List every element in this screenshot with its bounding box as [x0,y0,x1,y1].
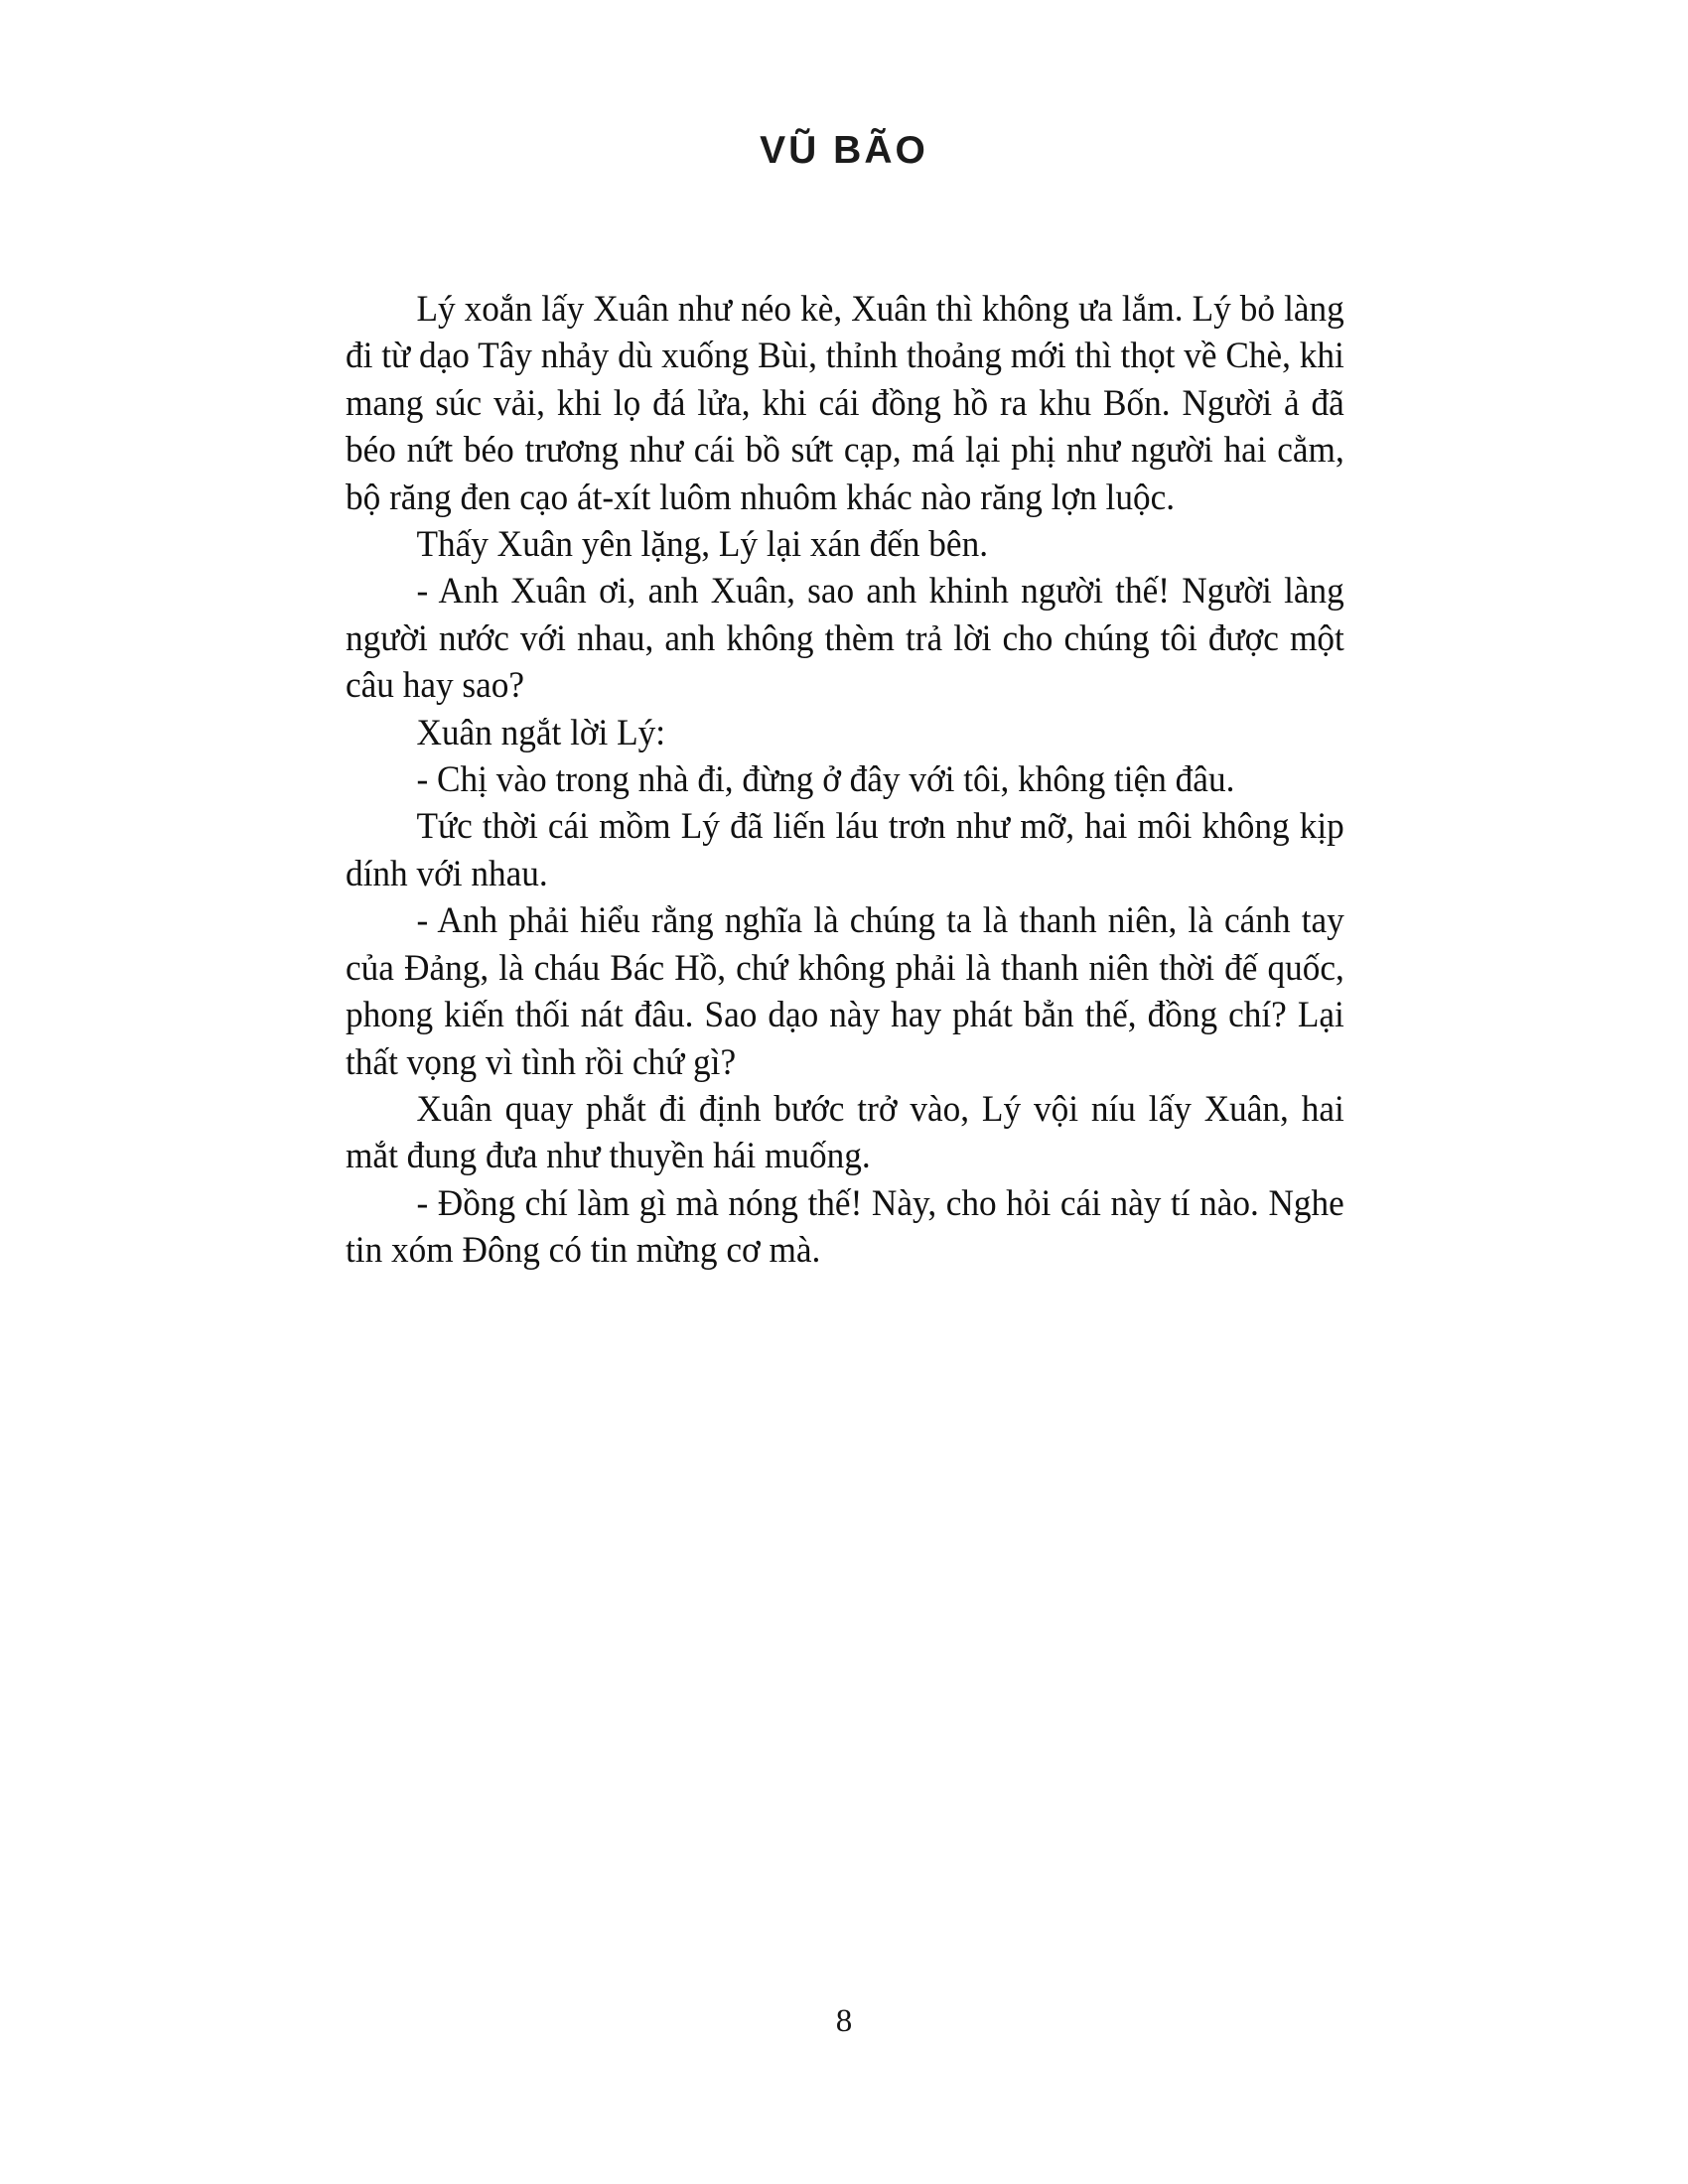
paragraph: Xuân quay phắt đi định bước trở vào, Lý vội níu lấy Xuân, hai mắt đung đưa như thuyền hái muống. [346,1088,1344,1177]
paragraph: - Anh phải hiểu rằng nghĩa là chúng ta là thanh niên, là cánh tay của Đảng, là cháu Bác Hồ, chứ không phải là thanh niên thời đế quốc, phong kiến thối nát đâu. Sao dạo này hay phát bẳn thế, đồng chí? Lại thất vọng vì tình rồi chứ gì? [346,900,1344,1083]
paragraph: Tức thời cái mồm Lý đã liến láu trơn như mỡ, hai môi không kịp dính với nhau. [346,806,1344,894]
body-text-block [346,286,1344,1275]
paragraph: - Đồng chí làm gì mà nóng thế! Này, cho hỏi cái này tí nào. Nghe tin xóm Đông có tin mừng cơ mà. [346,1182,1344,1272]
running-head: VŨ BÃO [760,129,928,172]
paragraph: Xuân ngắt lời Lý: [416,712,666,753]
paragraph: - Anh Xuân ơi, anh Xuân, sao anh khinh người thế! Người làng người nước với nhau, anh không thèm trả lời cho chúng tôi được một câu hay sao? [346,571,1344,707]
paragraph: Thấy Xuân yên lặng, Lý lại xán đến bên. [416,524,989,566]
page-number: 8 [835,2003,853,2039]
paragraph: Lý xoắn lấy Xuân như néo kè, Xuân thì không ưa lắm. Lý bỏ làng đi từ dạo Tây nhảy dù xuống Bùi, thỉnh thoảng mới thì thọt về Chè, khi mang súc vải, khi lọ đá lửa, khi cái đồng hồ ra khu Bốn. Người ả đã béo nứt béo trương như cái bồ sứt cạp, má lại phị như người hai cằm, bộ răng đen cạo át-xít luôm nhuôm khác nào răng lợn luộc. [346,289,1344,518]
paragraph: - Chị vào trong nhà đi, đừng ở đây với tôi, không tiện đâu. [416,759,1235,801]
